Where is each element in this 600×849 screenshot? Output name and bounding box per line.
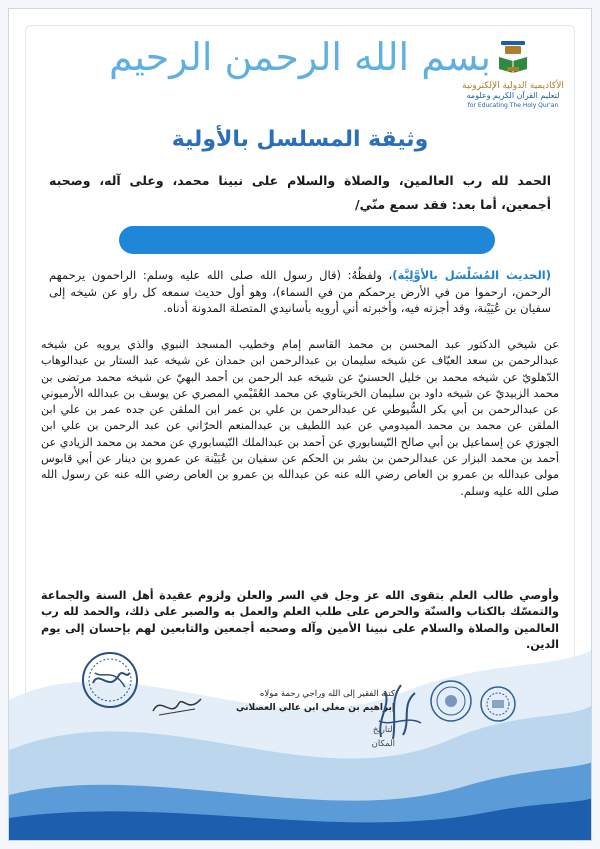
place-label: المكان	[371, 739, 395, 749]
student-name-bar	[119, 226, 495, 254]
date-label: التاريخ	[372, 725, 395, 735]
basmala-heading: بسم الله الرحمن الرحيم	[109, 35, 491, 79]
signature-block	[159, 687, 395, 751]
calligraphy-emblem-icon	[371, 677, 427, 747]
advice-paragraph: وأوصي طالب العلم بتقوى الله عز وجل في السر والعلن ولزوم عقيدة أهل السنة والجماعة والتمسّك بالكتاب والسنّة والحرص على طلب العلم والعمل به والصبر على ذلك، والحمد لله رب العالمين والصلاة والسلام على نبينا الأمين وآله وصحبه أجمعين والتابعين لهم بإحسان إلى يوم الدين.	[41, 589, 559, 651]
signature-name: إبراهيم بن مغلي ابن عالي العصلاني	[235, 703, 395, 713]
hadith-paragraph	[49, 267, 551, 317]
signature-line-1: كتبه الفقير إلى الله وراجي رحمة مولاه	[259, 689, 395, 699]
calligraphy-seal-icon	[69, 649, 151, 711]
intro-text: الحمد لله رب العالمين، والصلاة والسلام على نبينا محمد، وعلى آله، وصحبه أجمعين، أما بعد: فقد سمع منّي/	[49, 173, 551, 212]
logo-line-1: الأكاديمية الدولية الإلكترونية	[462, 81, 564, 91]
logo-line-3: for Educating The Holy Qur'an	[467, 102, 559, 109]
round-stamp-icon	[479, 685, 517, 723]
certificate-frame	[8, 8, 592, 841]
hadith-text: ، ولفظُهُ: (قال رسول الله صلى الله عليه وسلم: الراحمون يرحمهم الرحمن، ارحموا من في الأرض يرحمكم من في السماء)، وهو أول حديث سمعه كل راو عن شيخه إلى سفيان بن عُيَيْنة، وقد أجزته فيه، وأخبرته أني أرويه بأسانيدي المتصلة المدونة أدناه.	[49, 268, 551, 315]
isnad-chain-paragraph: عن شيخي الدكتور عبد المحسن بن محمد القاسم إمام وخطيب المسجد النبوي والذي يرويه عن شيخه عبدالرحمن بن سعد العيّاف عن شيخه سليمان بن عبدالرحمن ابن حمدان عن شيخه عبد الستار بن عبدالوهاب الدّهلويّ عن شيخه محمد بن خليل الحسنيّ عن شيخه عبد الرحمن بن أحمد البهيّ عن شيخه محمد مرتضى بن محمد الزبيديّ عن شيخه داود بن سليمان الخربتاوي عن محمد العُقَيْمي المصري عن يوسف بن عبدالله الأرميوني عن عبدالرحمن بن أبي بكر السُّيوطي عن عبدالرحمن بن علي بن عمر ابن الملقن عن جده عمر بن علي ابن الملقن عن محمد بن محمد الميدومي عن عبد اللطيف بن عبدالمنعم الحرّاني عن عبد الرحمن بن علي ابن الجوزي عن إسماعيل بن أبي صالح النّيسابوري عن أحمد بن عبدالملك النّيسابوري عن محمد بن محمد الزيادي عن أحمد بن محمد البزار عن عبدالرحمن بن بشر بن الحكم عن سفيان بن عُيَيْنة عن عمرو بن دينار عن أبي قابوس مولى عبدالله بن عمرو بن العاص رضي الله عنه عن عبدالله بن عمرو بن العاص رضي الله عنه عن رسول الله صلى الله عليه وسلم.	[41, 338, 559, 498]
logo-line-2: لتعليم القرآن الكريم وعلومه	[466, 91, 560, 100]
official-seal-icon	[429, 679, 473, 723]
page-title: وثيقة المسلسل بالأولية	[171, 127, 429, 152]
hadith-label: (الحديث المُسَلْسَل بالأوَّلِيَّة)	[392, 268, 551, 282]
